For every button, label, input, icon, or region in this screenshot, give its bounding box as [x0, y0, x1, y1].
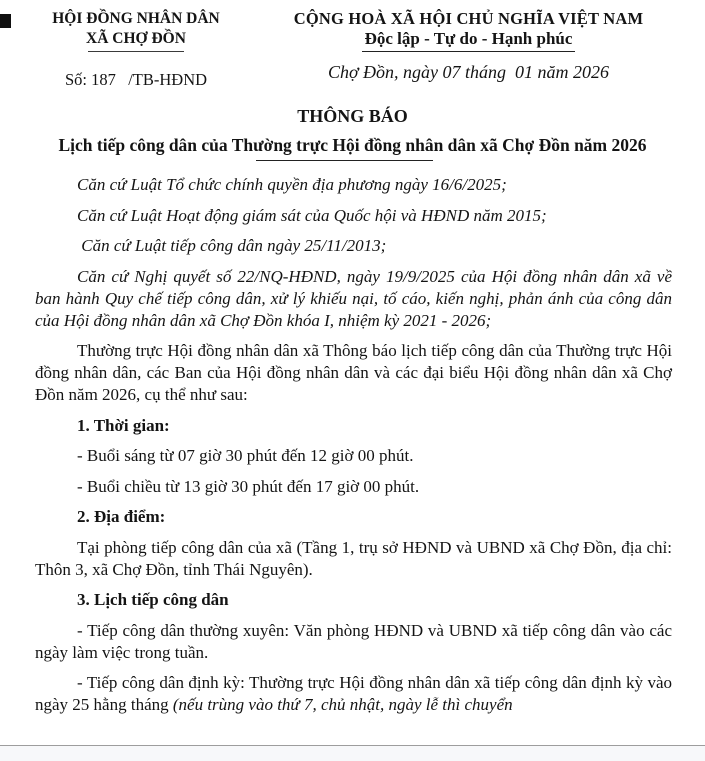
- legal-basis-paragraph: Căn cứ Luật tiếp công dân ngày 25/11/2013;: [77, 236, 387, 255]
- doc-title: THÔNG BÁO: [297, 106, 408, 126]
- national-title-line: CỘNG HOÀ XÃ HỘI CHỦ NGHĨA VIỆT NAM: [293, 9, 644, 28]
- section-heading-schedule: 3. Lịch tiếp công dân: [77, 590, 229, 609]
- morning-hours-line: - Buổi sáng từ 07 giờ 30 phút đến 12 giờ 00 phút.: [77, 446, 414, 465]
- national-motto-line: Độc lập - Tự do - Hạnh phúc: [362, 29, 576, 52]
- legal-basis-paragraph: Căn cứ Luật Tổ chức chính quyền địa phương ngày 16/6/2025;: [77, 175, 507, 194]
- section-heading-time: 1. Thời gian:: [77, 415, 170, 435]
- periodic-reception-italic-run: (nếu trùng vào thứ 7, chủ nhật, ngày lễ thì chuyển: [172, 695, 513, 714]
- document-body: [35, 174, 677, 716]
- location-paragraph: Tại phòng tiếp công dân của xã (Tầng 1, trụ sở HĐND và UBND xã Chợ Đồn, địa chỉ: Thôn 3, xã Chợ Đồn, tỉnh Thái Nguyên).: [35, 537, 676, 579]
- afternoon-hours-line: - Buổi chiều từ 13 giờ 30 phút đến 17 giờ 00 phút.: [77, 476, 420, 496]
- doc-number: Số: 187 /TB-HĐND: [64, 70, 208, 89]
- screen-edge-artifact: [0, 14, 11, 28]
- subtitle-underline: [256, 160, 433, 161]
- periodic-reception-normal-run: - Tiếp công dân định kỳ: Thường trực Hội đồng nhân dân xã tiếp công dân định kỳ vào ngày 25 hằng tháng: [35, 673, 677, 714]
- regular-reception-paragraph: - Tiếp công dân thường xuyên: Văn phòng HĐND và UBND xã tiếp công dân vào các ngày làm việc trong tuần.: [35, 620, 677, 662]
- issuing-org-block: [0, 9, 272, 90]
- doc-subtitle: Lịch tiếp công dân của Thường trực Hội đồng nhân dân xã Chợ Đồn năm 2026: [58, 135, 647, 155]
- legal-basis-paragraph: Căn cứ Luật Hoạt động giám sát của Quốc hội và HĐND năm 2015;: [77, 205, 547, 225]
- org-name-line: HỘI ĐỒNG NHÂN DÂN: [52, 10, 220, 27]
- intro-paragraph: Thường trực Hội đồng nhân dân xã Thông báo lịch tiếp công dân của Thường trực Hội đồng nhân dân, các Ban của Hội đồng nhân dân và các đại biểu Hội đồng nhân dân xã Chợ Đồn năm 2026, cụ thể như sau:: [35, 341, 677, 404]
- viewport-bottom-bar: [0, 745, 705, 761]
- org-unit-line: XÃ CHỢ ĐỒN: [86, 30, 186, 47]
- national-header-block: [272, 9, 705, 90]
- document-header: [0, 0, 705, 90]
- section-heading-location: 2. Địa điểm:: [77, 507, 166, 526]
- legal-basis-paragraph: Căn cứ Nghị quyết số 22/NQ-HĐND, ngày 19/9/2025 của Hội đồng nhân dân xã về ban hành Quy chế tiếp công dân, xử lý khiếu nại, tố cáo, kiến nghị, phản ánh của công dân của Hội đồng nhân dân xã Chợ Đồn khóa I, nhiệm kỳ 2021 - 2026;: [35, 266, 677, 330]
- org-underline: [88, 51, 184, 52]
- place-date-line: Chợ Đồn, ngày 07 tháng 01 năm 2026: [327, 62, 610, 82]
- periodic-reception-paragraph: [35, 672, 677, 716]
